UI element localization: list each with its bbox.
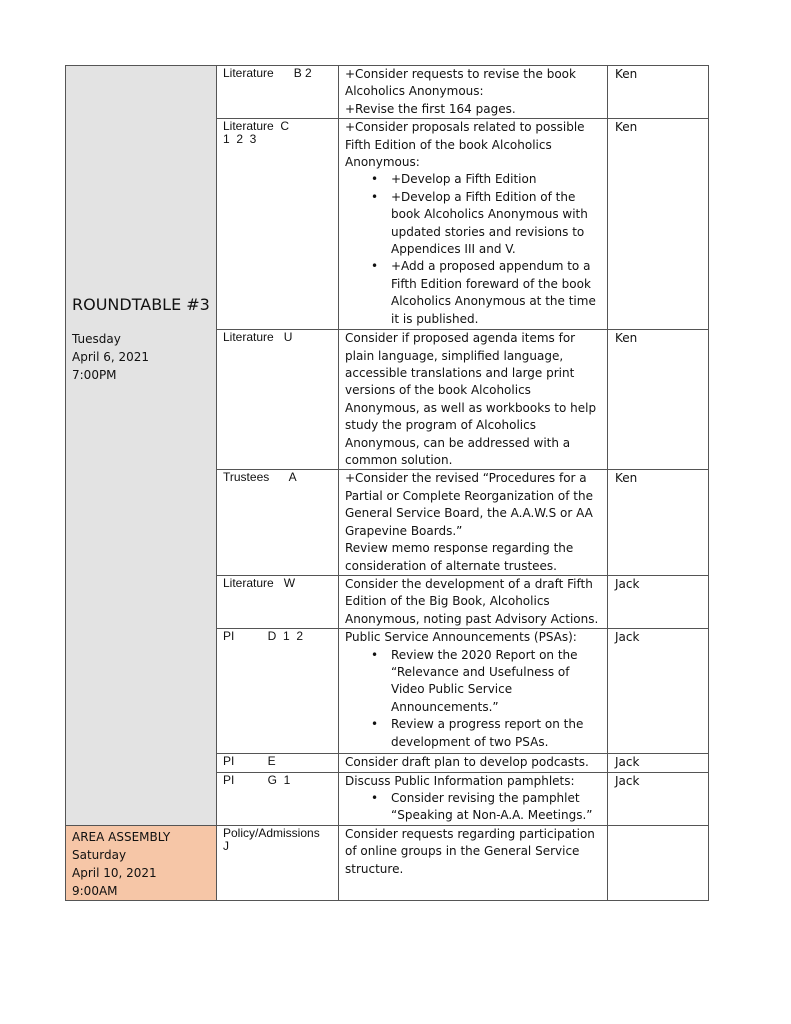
bullet-item: • +Develop a Fifth Edition of the book Alcoholics Anonymous with updated stories and revisions to Appendices III and V. — [391, 189, 603, 259]
item-text: Public Service Announcements (PSAs): — [345, 630, 577, 645]
table-row — [66, 66, 709, 119]
owner-cell — [608, 825, 709, 900]
agenda-item-cell — [339, 825, 608, 900]
owner-cell: Ken — [608, 119, 709, 330]
agenda-item-cell — [339, 330, 608, 470]
committee-cell: Literature U — [217, 330, 339, 470]
meeting-title: ROUNDTABLE #3 — [72, 295, 210, 315]
committee-cell: Trustees A — [217, 470, 339, 575]
agenda-item-cell — [339, 575, 608, 628]
bullet-list — [345, 790, 603, 825]
item-text: Consider if proposed agenda items for plain language, simplified language, accessible translations and large print versions of the book Alcoholics Anonymous, as well as workbooks to help study the program of Alcoholics Anonymous, can be addressed with a common solution. — [345, 331, 597, 468]
bullet-item: • Review the 2020 Report on the “Relevance and Usefulness of Video Public Service Announcements.” — [391, 647, 603, 717]
meeting-time: 7:00PM — [72, 368, 117, 383]
owner-cell: Jack — [608, 629, 709, 754]
agenda-item-cell — [339, 66, 608, 119]
bullet-item: • Review a progress report on the development of two PSAs. — [391, 716, 603, 751]
meeting-date: April 10, 2021 — [72, 865, 157, 880]
agenda-item-cell — [339, 754, 608, 772]
committee-cell: PI E — [217, 754, 339, 772]
agenda-item-cell — [339, 772, 608, 825]
meeting-day: Tuesday — [72, 332, 121, 347]
committee-cell: Policy/Admissions J — [217, 825, 339, 900]
meeting-title: AREA ASSEMBLY — [72, 829, 171, 844]
bullet-list — [345, 647, 603, 751]
agenda-item-cell — [339, 119, 608, 330]
owner-cell: Ken — [608, 470, 709, 575]
committee-cell: PI G 1 — [217, 772, 339, 825]
owner-cell: Jack — [608, 754, 709, 772]
committee-cell: Literature W — [217, 575, 339, 628]
committee-cell: PI D 1 2 — [217, 629, 339, 754]
agenda-item-cell — [339, 629, 608, 754]
roundtable-meeting-cell — [66, 66, 217, 826]
committee-cell: Literature B 2 — [217, 66, 339, 119]
item-text: Review memo response regarding the consideration of alternate trustees. — [345, 541, 574, 573]
table-row — [66, 825, 709, 900]
meeting-time: 9:00AM — [72, 883, 118, 898]
bullet-item: • +Develop a Fifth Edition — [391, 171, 603, 188]
item-text: +Revise the first 164 pages. — [345, 101, 516, 116]
bullet-list — [345, 171, 603, 328]
owner-cell: Jack — [608, 575, 709, 628]
owner-cell: Ken — [608, 330, 709, 470]
item-text: Consider the development of a draft Fifth Edition of the Big Book, Alcoholics Anonymous, noting past Advisory Actions. — [345, 576, 599, 626]
item-text: +Consider proposals related to possible Fifth Edition of the book Alcoholics Anonymous: — [345, 120, 585, 170]
item-text: Consider draft plan to develop podcasts. — [345, 755, 589, 770]
meeting-day: Saturday — [72, 847, 127, 862]
item-text: +Consider the revised “Procedures for a Partial or Complete Reorganization of the General Service Board, the A.A.W.S or AA Grapevine Boards.” — [345, 471, 593, 538]
item-text: Discuss Public Information pamphlets: — [345, 773, 575, 788]
owner-cell: Ken — [608, 66, 709, 119]
owner-cell: Jack — [608, 772, 709, 825]
bullet-item: • +Add a proposed appendum to a Fifth Edition foreward of the book Alcoholics Anonymous at the time it is published. — [391, 258, 603, 328]
item-text: Consider requests regarding participation of online groups in the General Service structure. — [345, 826, 595, 876]
committee-cell: Literature C 1 2 3 — [217, 119, 339, 330]
item-text: +Consider requests to revise the book Alcoholics Anonymous: — [345, 67, 576, 99]
meeting-date: April 6, 2021 — [72, 350, 150, 365]
agenda-item-cell — [339, 470, 608, 575]
assembly-meeting-cell — [66, 825, 217, 900]
agenda-table — [65, 65, 709, 901]
bullet-item: • Consider revising the pamphlet “Speaking at Non-A.A. Meetings.” — [391, 790, 603, 825]
